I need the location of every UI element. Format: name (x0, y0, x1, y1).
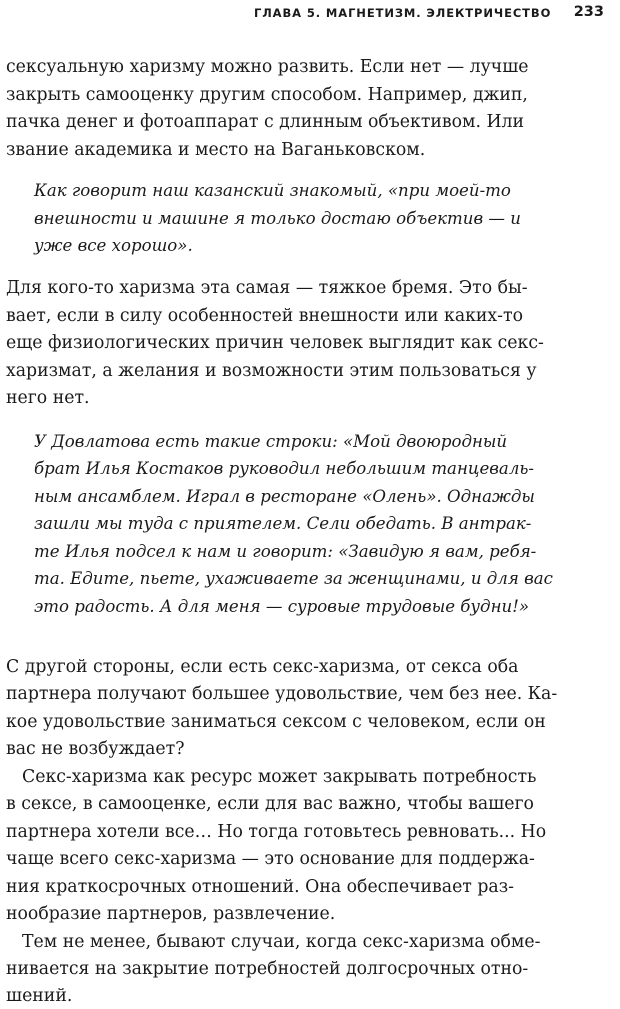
quote-line: брат Илья Костаков руководил небольшим танцеваль- (34, 459, 535, 478)
text-line: партнера получают большее удовольствие, чем без нее. Ка- (6, 684, 558, 704)
page-header (0, 4, 620, 24)
text-line: нивается на закрытие потребностей долгосрочных отно- (6, 959, 529, 979)
text-line: Для кого-то харизма эта самая — тяжкое бремя. Это бы- (6, 278, 528, 298)
quote-line: Как говорит наш казанский знакомый, «при моей-то (34, 181, 511, 200)
text-line: него нет. (6, 388, 90, 408)
text-line: Секс-харизма как ресурс может закрывать потребность (22, 767, 537, 787)
quote-line: это радость. А для меня — суровые трудовые будни!» (34, 597, 530, 616)
text-line: звание академика и место на Ваганьковском. (6, 140, 426, 160)
quote-line: те Илья подсел к нам и говорит: «Завидую я вам, ребя- (34, 542, 537, 561)
page-number: 233 (573, 4, 604, 20)
text-line: сексуальную харизму можно развить. Если нет — лучше (6, 57, 529, 77)
quote-line: та. Едите, пьете, ухаживаете за женщинами, и для вас (34, 569, 553, 588)
text-line: ния краткосрочных отношений. Она обеспечивает раз- (6, 877, 514, 897)
quote-line: У Довлатова есть такие строки: «Мой двоюродный (34, 432, 508, 451)
text-line: нообразие партнеров, развлечение. (6, 904, 336, 924)
text-line: вает, если в силу особенностей внешности или каких-то (6, 306, 523, 326)
text-line: закрыть самооценку другим способом. Например, джип, (6, 85, 528, 105)
text-line: харизмат, а желания и возможности этим пользоваться у (6, 361, 537, 381)
quote-line: ным ансамблем. Играл в ресторане «Олень». Однажды (34, 487, 535, 506)
quote-line: уже все хорошо». (34, 236, 193, 255)
text-line: в сексе, в самооценке, если для вас важно, чтобы вашего (6, 794, 534, 814)
text-line: кое удовольствие заниматься сексом с человеком, если он (6, 712, 546, 732)
text-line: С другой стороны, если есть секс-харизма, от секса оба (6, 657, 519, 677)
quote-line: внешности и машине я только достаю объектив — и (34, 209, 521, 228)
text-line: шений. (6, 986, 73, 1006)
text-line: партнера хотели все… Но тогда готовьтесь ревновать... Но (6, 822, 547, 842)
text-line: чаще всего секс-харизма — это основание для поддержа- (6, 849, 535, 869)
text-line: еще физиологических причин человек выглядит как секс- (6, 333, 544, 353)
running-head: ГЛАВА 5. МАГНЕТИЗМ. ЭЛЕКТРИЧЕСТВО (254, 6, 552, 20)
text-line: вас не возбуждает? (6, 739, 185, 759)
text-line: пачка денег и фотоаппарат с длинным объективом. Или (6, 112, 525, 132)
quote-line: зашли мы туда с приятелем. Сели обедать. В антрак- (34, 514, 532, 533)
text-line: Тем не менее, бывают случаи, когда секс-харизма обме- (22, 932, 541, 952)
